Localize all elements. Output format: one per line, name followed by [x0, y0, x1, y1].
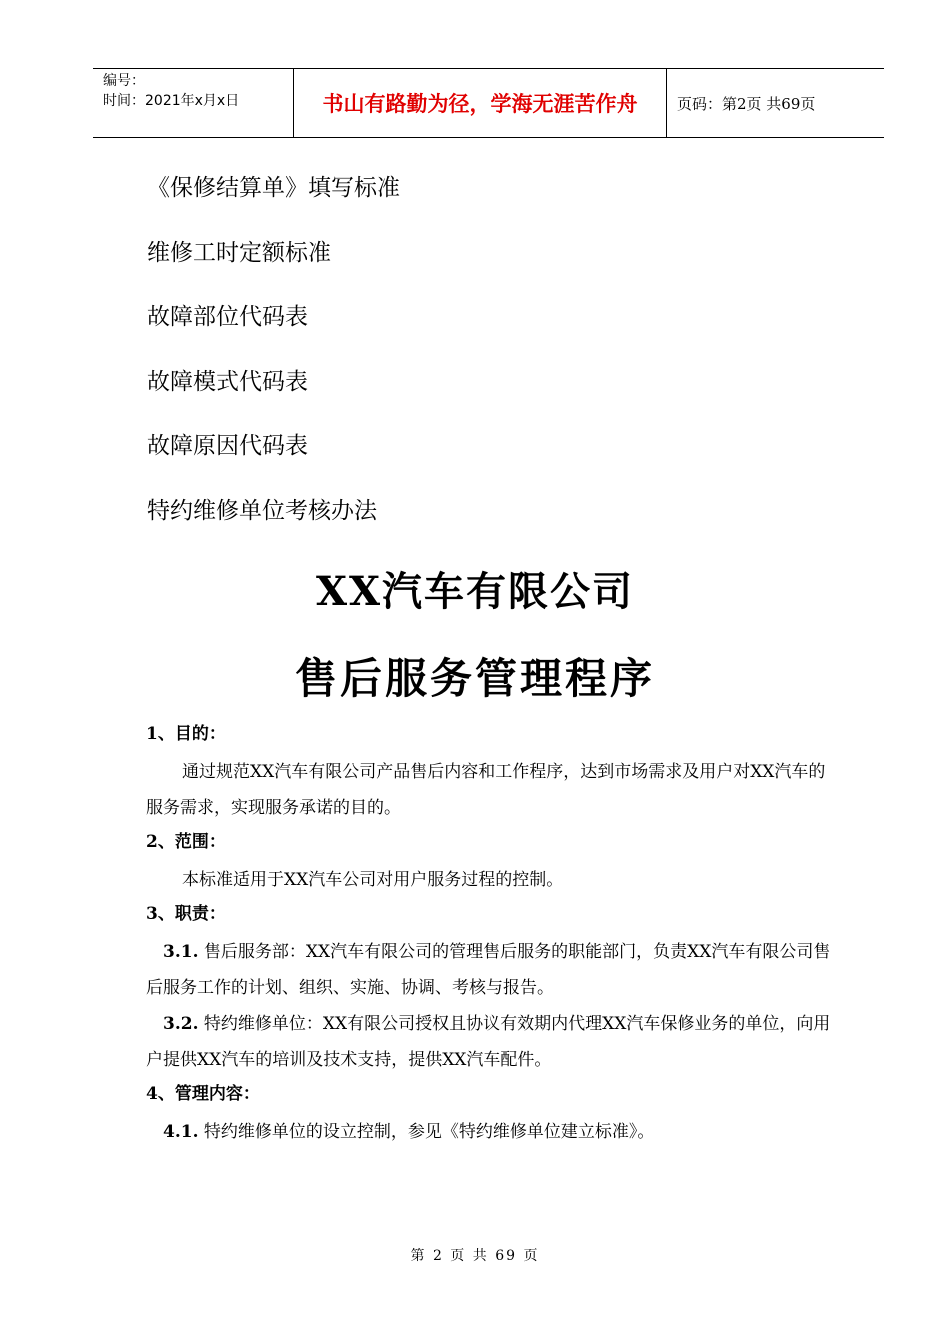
clause-number: 3.1.	[163, 942, 199, 962]
header-meta	[93, 69, 294, 137]
toc-item: 故障模式代码表	[147, 368, 308, 395]
header-time: 时间：2021年x月x日	[103, 93, 240, 109]
section-heading-purpose: 1、目的：	[146, 724, 226, 744]
clause-4-1	[146, 1114, 836, 1150]
clause-text: 售后服务部：XX汽车有限公司的管理售后服务的职能部门，负责XX汽车有限公司售后服务工作的计划、组织、实施、协调、考核与报告。	[146, 942, 831, 998]
header-number: 编号：	[103, 73, 145, 89]
toc-item: 《保修结算单》填写标准	[147, 175, 400, 201]
company-title: XX汽车有限公司	[315, 568, 635, 615]
section-heading-scope: 2、范围：	[146, 832, 226, 852]
section-heading-management: 4、管理内容：	[146, 1084, 260, 1104]
header-motto: 书山有路勤为径，学海无涯苦作舟	[294, 69, 667, 137]
clause-number: 3.2.	[163, 1014, 199, 1034]
document-title: 售后服务管理程序	[294, 654, 655, 703]
section-heading-duties: 3、职责：	[146, 904, 226, 924]
section-text-scope: 本标准适用于XX汽车公司对用户服务过程的控制。	[182, 870, 564, 890]
toc-item: 故障部位代码表	[147, 304, 308, 330]
clause-text: 特约维修单位：XX有限公司授权且协议有效期内代理XX汽车保修业务的单位，向用户提供XX汽车的培训及技术支持，提供XX汽车配件。	[146, 1014, 831, 1070]
clause-text: 特约维修单位的设立控制，参见《特约维修单位建立标准》。	[198, 1122, 655, 1142]
clause-3-2	[146, 1006, 836, 1078]
toc-item: 特约维修单位考核办法	[147, 497, 377, 524]
toc-item: 故障原因代码表	[147, 433, 308, 459]
page-footer: 第 2 页 共 69 页	[410, 1248, 540, 1264]
document-body	[146, 720, 836, 1150]
toc-list	[147, 170, 400, 557]
toc-item: 维修工时定额标准	[147, 239, 331, 266]
clause-3-1	[146, 934, 836, 1006]
section-text-purpose: 通过规范XX汽车有限公司产品售后内容和工作程序，达到市场需求及用户对XX汽车的服务需求，实现服务承诺的目的。	[146, 762, 826, 818]
clause-number: 4.1.	[163, 1122, 199, 1142]
header-page-info: 页码：第2页 共69页	[677, 94, 816, 113]
page-header	[93, 68, 884, 138]
